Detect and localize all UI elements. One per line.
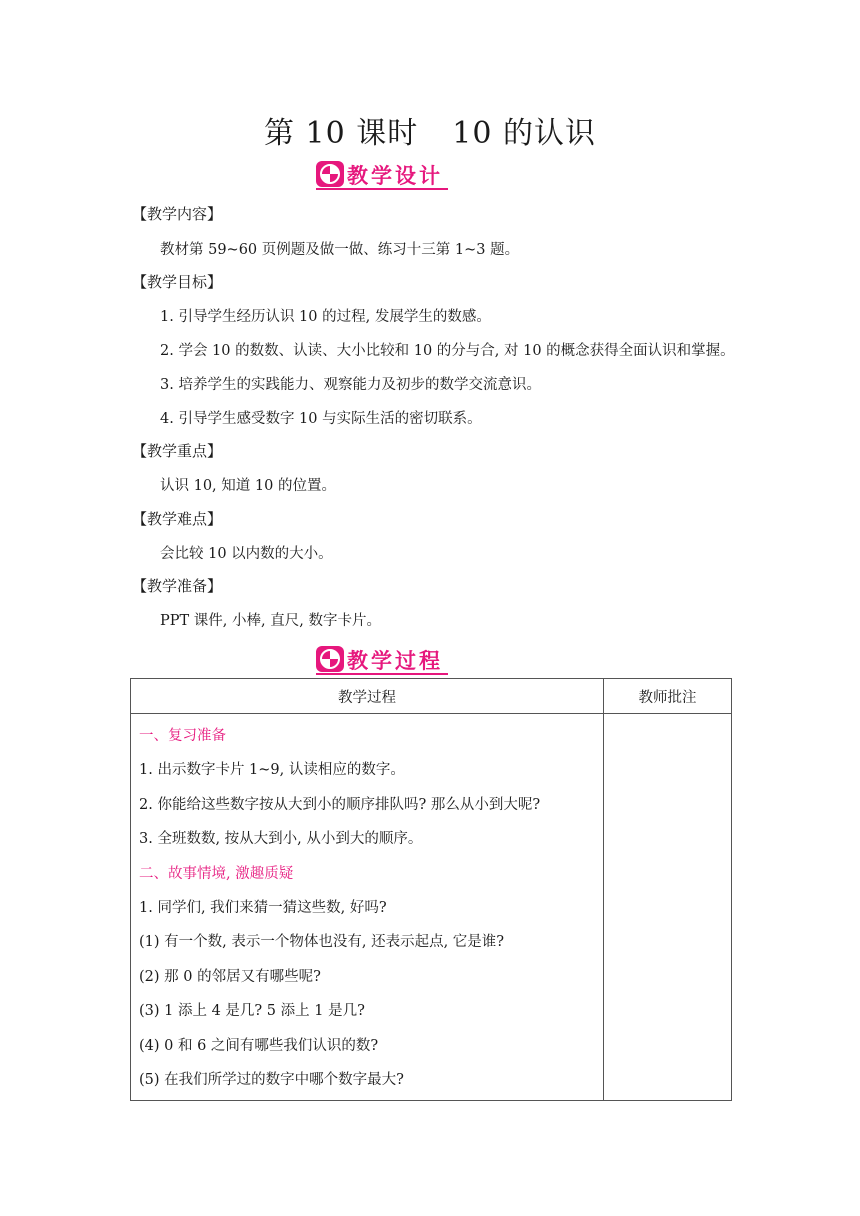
- process-step: 3. 全班数数, 按从大到小, 从小到大的顺序。: [139, 831, 423, 848]
- table-row: [131, 714, 732, 1101]
- lesson-topic: 10 的认识: [452, 116, 596, 151]
- paragraph: 教材第 59~60 页例题及做一做、练习十三第 1~3 题。: [160, 242, 520, 258]
- banner-label: 教学过程: [347, 649, 443, 673]
- process-step: (5) 在我们所学过的数字中哪个数字最大?: [139, 1071, 404, 1088]
- process-step: 1. 出示数字卡片 1~9, 认读相应的数字。: [139, 762, 405, 779]
- stage-heading: 二、故事情境, 激趣质疑: [139, 865, 294, 882]
- section-heading-key-points: 【教学重点】: [132, 442, 223, 460]
- process-step: (4) 0 和 6 之间有哪些我们认识的数?: [139, 1037, 379, 1054]
- paragraph: 认识 10, 知道 10 的位置。: [160, 478, 336, 494]
- teaching-process-table: [130, 678, 732, 1101]
- teacher-notes-cell[interactable]: [604, 714, 732, 1101]
- section-heading-difficulties: 【教学难点】: [132, 510, 223, 528]
- process-cell: [131, 714, 604, 1101]
- objective-item: 4. 引导学生感受数字 10 与实际生活的密切联系。: [160, 411, 482, 427]
- objective-item: 2. 学会 10 的数数、认读、大小比较和 10 的分与合, 对 10 的概念获得全面认识和掌握。: [160, 343, 735, 359]
- process-step: (2) 那 0 的邻居又有哪些呢?: [139, 968, 321, 985]
- teaching-process-banner: [316, 646, 448, 674]
- lesson-title: [0, 108, 860, 152]
- pinwheel-logo-icon: [316, 646, 344, 672]
- teaching-design-banner: [316, 161, 448, 189]
- objective-item: 3. 培养学生的实践能力、观察能力及初步的数学交流意识。: [160, 377, 541, 393]
- paragraph: 会比较 10 以内数的大小。: [160, 546, 333, 562]
- paragraph: PPT 课件, 小棒, 直尺, 数字卡片。: [160, 613, 381, 629]
- pinwheel-logo-icon: [316, 161, 344, 187]
- table-header-row: [131, 679, 732, 714]
- banner-label: 教学设计: [347, 164, 443, 188]
- section-heading-preparation: 【教学准备】: [132, 577, 223, 595]
- section-heading-objectives: 【教学目标】: [132, 273, 223, 291]
- banner-underline: [316, 673, 448, 675]
- process-step: (1) 有一个数, 表示一个物体也没有, 还表示起点, 它是谁?: [139, 934, 505, 951]
- process-step: 1. 同学们, 我们来猜一猜这些数, 好吗?: [139, 899, 387, 916]
- lesson-number: 第 10 课时: [264, 116, 419, 151]
- column-header-notes: 教师批注: [604, 679, 732, 714]
- banner-underline: [316, 188, 448, 190]
- column-header-process: 教学过程: [131, 679, 604, 714]
- objective-item: 1. 引导学生经历认识 10 的过程, 发展学生的数感。: [160, 309, 491, 325]
- section-heading-content: 【教学内容】: [132, 205, 223, 223]
- process-step: 2. 你能给这些数字按从大到小的顺序排队吗? 那么从小到大呢?: [139, 796, 541, 813]
- process-step: (3) 1 添上 4 是几? 5 添上 1 是几?: [139, 1003, 365, 1020]
- stage-heading: 一、复习准备: [139, 728, 226, 744]
